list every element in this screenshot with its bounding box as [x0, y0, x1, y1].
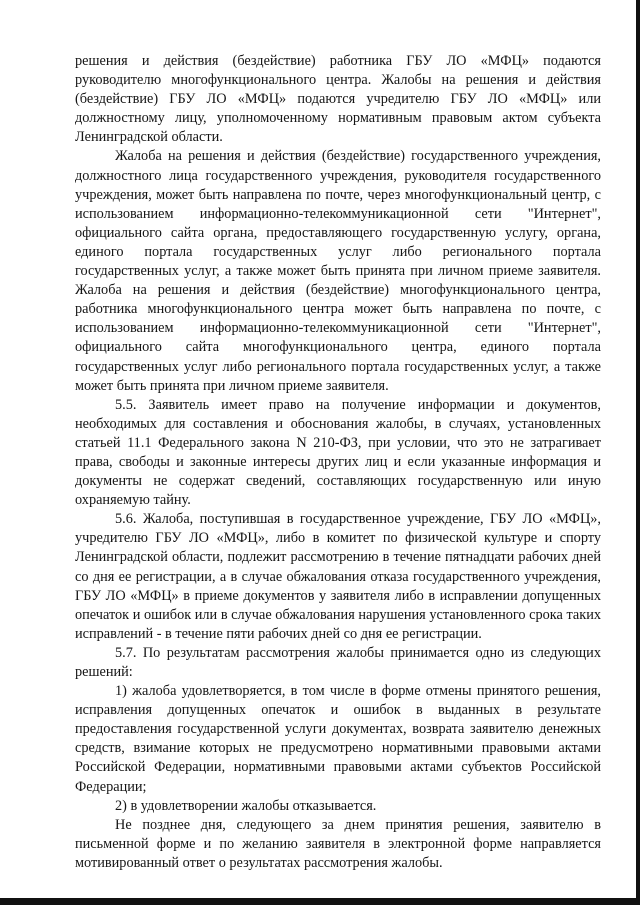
- paragraph-continuation: решения и действия (бездействие) работника ГБУ ЛО «МФЦ» подаются руководителю многофункционального центра. Жалобы на решения и действия (бездействие) ГБУ ЛО «МФЦ» подаются учредителю ГБУ ЛО «МФЦ» или должностному лицу, уполномоченному нормативным правовым актом субъекта Ленинградской области.: [75, 53, 601, 146]
- paragraph-response: Не позднее дня, следующего за днем принятия решения, заявителю в письменной форме и по желанию заявителя в электронной форме направляется мотивированный ответ о результатах рассмотрения жалобы.: [75, 816, 601, 871]
- document-body: [75, 52, 601, 873]
- paragraph-5-5: 5.5. Заявитель имеет право на получение информации и документов, необходимых для составления и обоснования жалобы, в случаях, установленных статьей 11.1 Федерального закона N 210-ФЗ, при условии, что это не затрагивает права, свободы и законные интересы других лиц и если указанные информация и документы не содержат сведений, составляющих государственную или иную охраняемую тайну.: [75, 396, 601, 509]
- list-item-1: 1) жалоба удовлетворяется, в том числе в форме отмены принятого решения, исправления допущенных опечаток и ошибок в выданных в результате предоставления государственной услуги документах, возврата заявителю денежных средств, взимание которых не предусмотрено нормативными правовыми актами Российской Федерации, нормативными правовыми актами субъектов Российской Федерации;: [75, 683, 601, 795]
- list-item-2: 2) в удовлетворении жалобы отказывается.: [115, 797, 377, 814]
- paragraph-5-7: 5.7. По результатам рассмотрения жалобы принимается одно из следующих решений:: [75, 644, 601, 680]
- paragraph-complaint-channels: Жалоба на решения и действия (бездействие) государственного учреждения, должностного лица государственного учреждения, руководителя государственного учреждения, может быть направлена по почте, через многофункциональный центр, с использованием информационно-телекоммуникационной сети "Интернет", официального сайта органа, предоставляющего государственную услугу, органа, единого портала государственных услуг либо регионального портала государственных услуг, а также может быть принята при личном приеме заявителя. Жалоба на решения и действия (бездействие) многофункционального центра, работника многофункционального центра может быть направлена по почте, с использованием информационно-телекоммуникационной сети "Интернет", официального сайта многофункционального центра, единого портала государственных услуг либо регионального портала государственных услуг, а также может быть принята при личном приеме заявителя.: [75, 148, 601, 394]
- scan-edge-bottom: [0, 898, 640, 905]
- paragraph-5-6: 5.6. Жалоба, поступившая в государственное учреждение, ГБУ ЛО «МФЦ», учредителю ГБУ ЛО «МФЦ», либо в комитет по физической культуре и спорту Ленинградской области, подлежит рассмотрению в течение пятнадцати рабочих дней со дня ее регистрации, а в случае обжалования отказа государственного учреждения, ГБУ ЛО «МФЦ» в приеме документов у заявителя либо в исправлении допущенных опечаток и ошибок или в случае обжалования нарушения установленного срока таких исправлений - в течение пяти рабочих дней со дня ее регистрации.: [75, 511, 601, 642]
- scan-edge-right: [636, 0, 640, 905]
